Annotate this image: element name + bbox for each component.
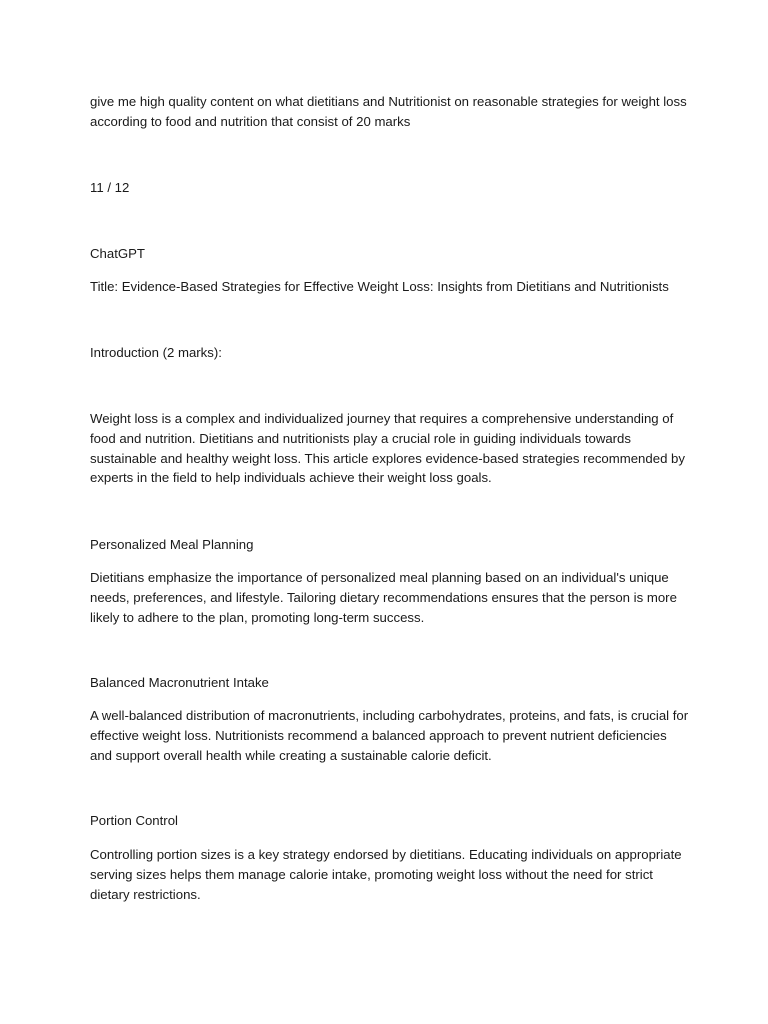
article-title: Title: Evidence-Based Strategies for Effective Weight Loss: Insights from Dietitians and Nutritionists	[90, 279, 669, 294]
intro-paragraph: Weight loss is a complex and individualized journey that requires a comprehensive understanding of food and nutrition. Dietitians and nutritionists play a crucial role in guiding individuals towards sustainable and healthy weight loss. This article explores evidence-based strategies recommended by experts in the field to help individuals achieve their weight loss goals.	[90, 411, 685, 486]
page-indicator: 11 / 12	[90, 180, 130, 195]
section-heading-meal-planning: Personalized Meal Planning	[90, 537, 254, 552]
section-heading-portion-control: Portion Control	[90, 813, 178, 828]
section-heading-macronutrient: Balanced Macronutrient Intake	[90, 675, 269, 690]
section-paragraph-macronutrient: A well-balanced distribution of macronutrients, including carbohydrates, proteins, and fats, is crucial for effective weight loss. Nutritionists recommend a balanced approach to prevent nutrient deficiencies and support overall health while creating a sustainable calorie deficit.	[90, 708, 689, 763]
user-prompt-text: give me high quality content on what dietitians and Nutritionist on reasonable strategies for weight loss according to food and nutrition that consist of 20 marks	[90, 94, 687, 129]
section-paragraph-portion-control: Controlling portion sizes is a key strategy endorsed by dietitians. Educating individuals on appropriate serving sizes helps them manage calorie intake, promoting weight loss without the need for strict dietary restrictions.	[90, 847, 682, 902]
intro-heading: Introduction (2 marks):	[90, 345, 222, 360]
section-paragraph-meal-planning: Dietitians emphasize the importance of personalized meal planning based on an individual's unique needs, preferences, and lifestyle. Tailoring dietary recommendations ensures that the person is more likely to adhere to the plan, promoting long-term success.	[90, 570, 677, 625]
response-author: ChatGPT	[90, 246, 145, 261]
